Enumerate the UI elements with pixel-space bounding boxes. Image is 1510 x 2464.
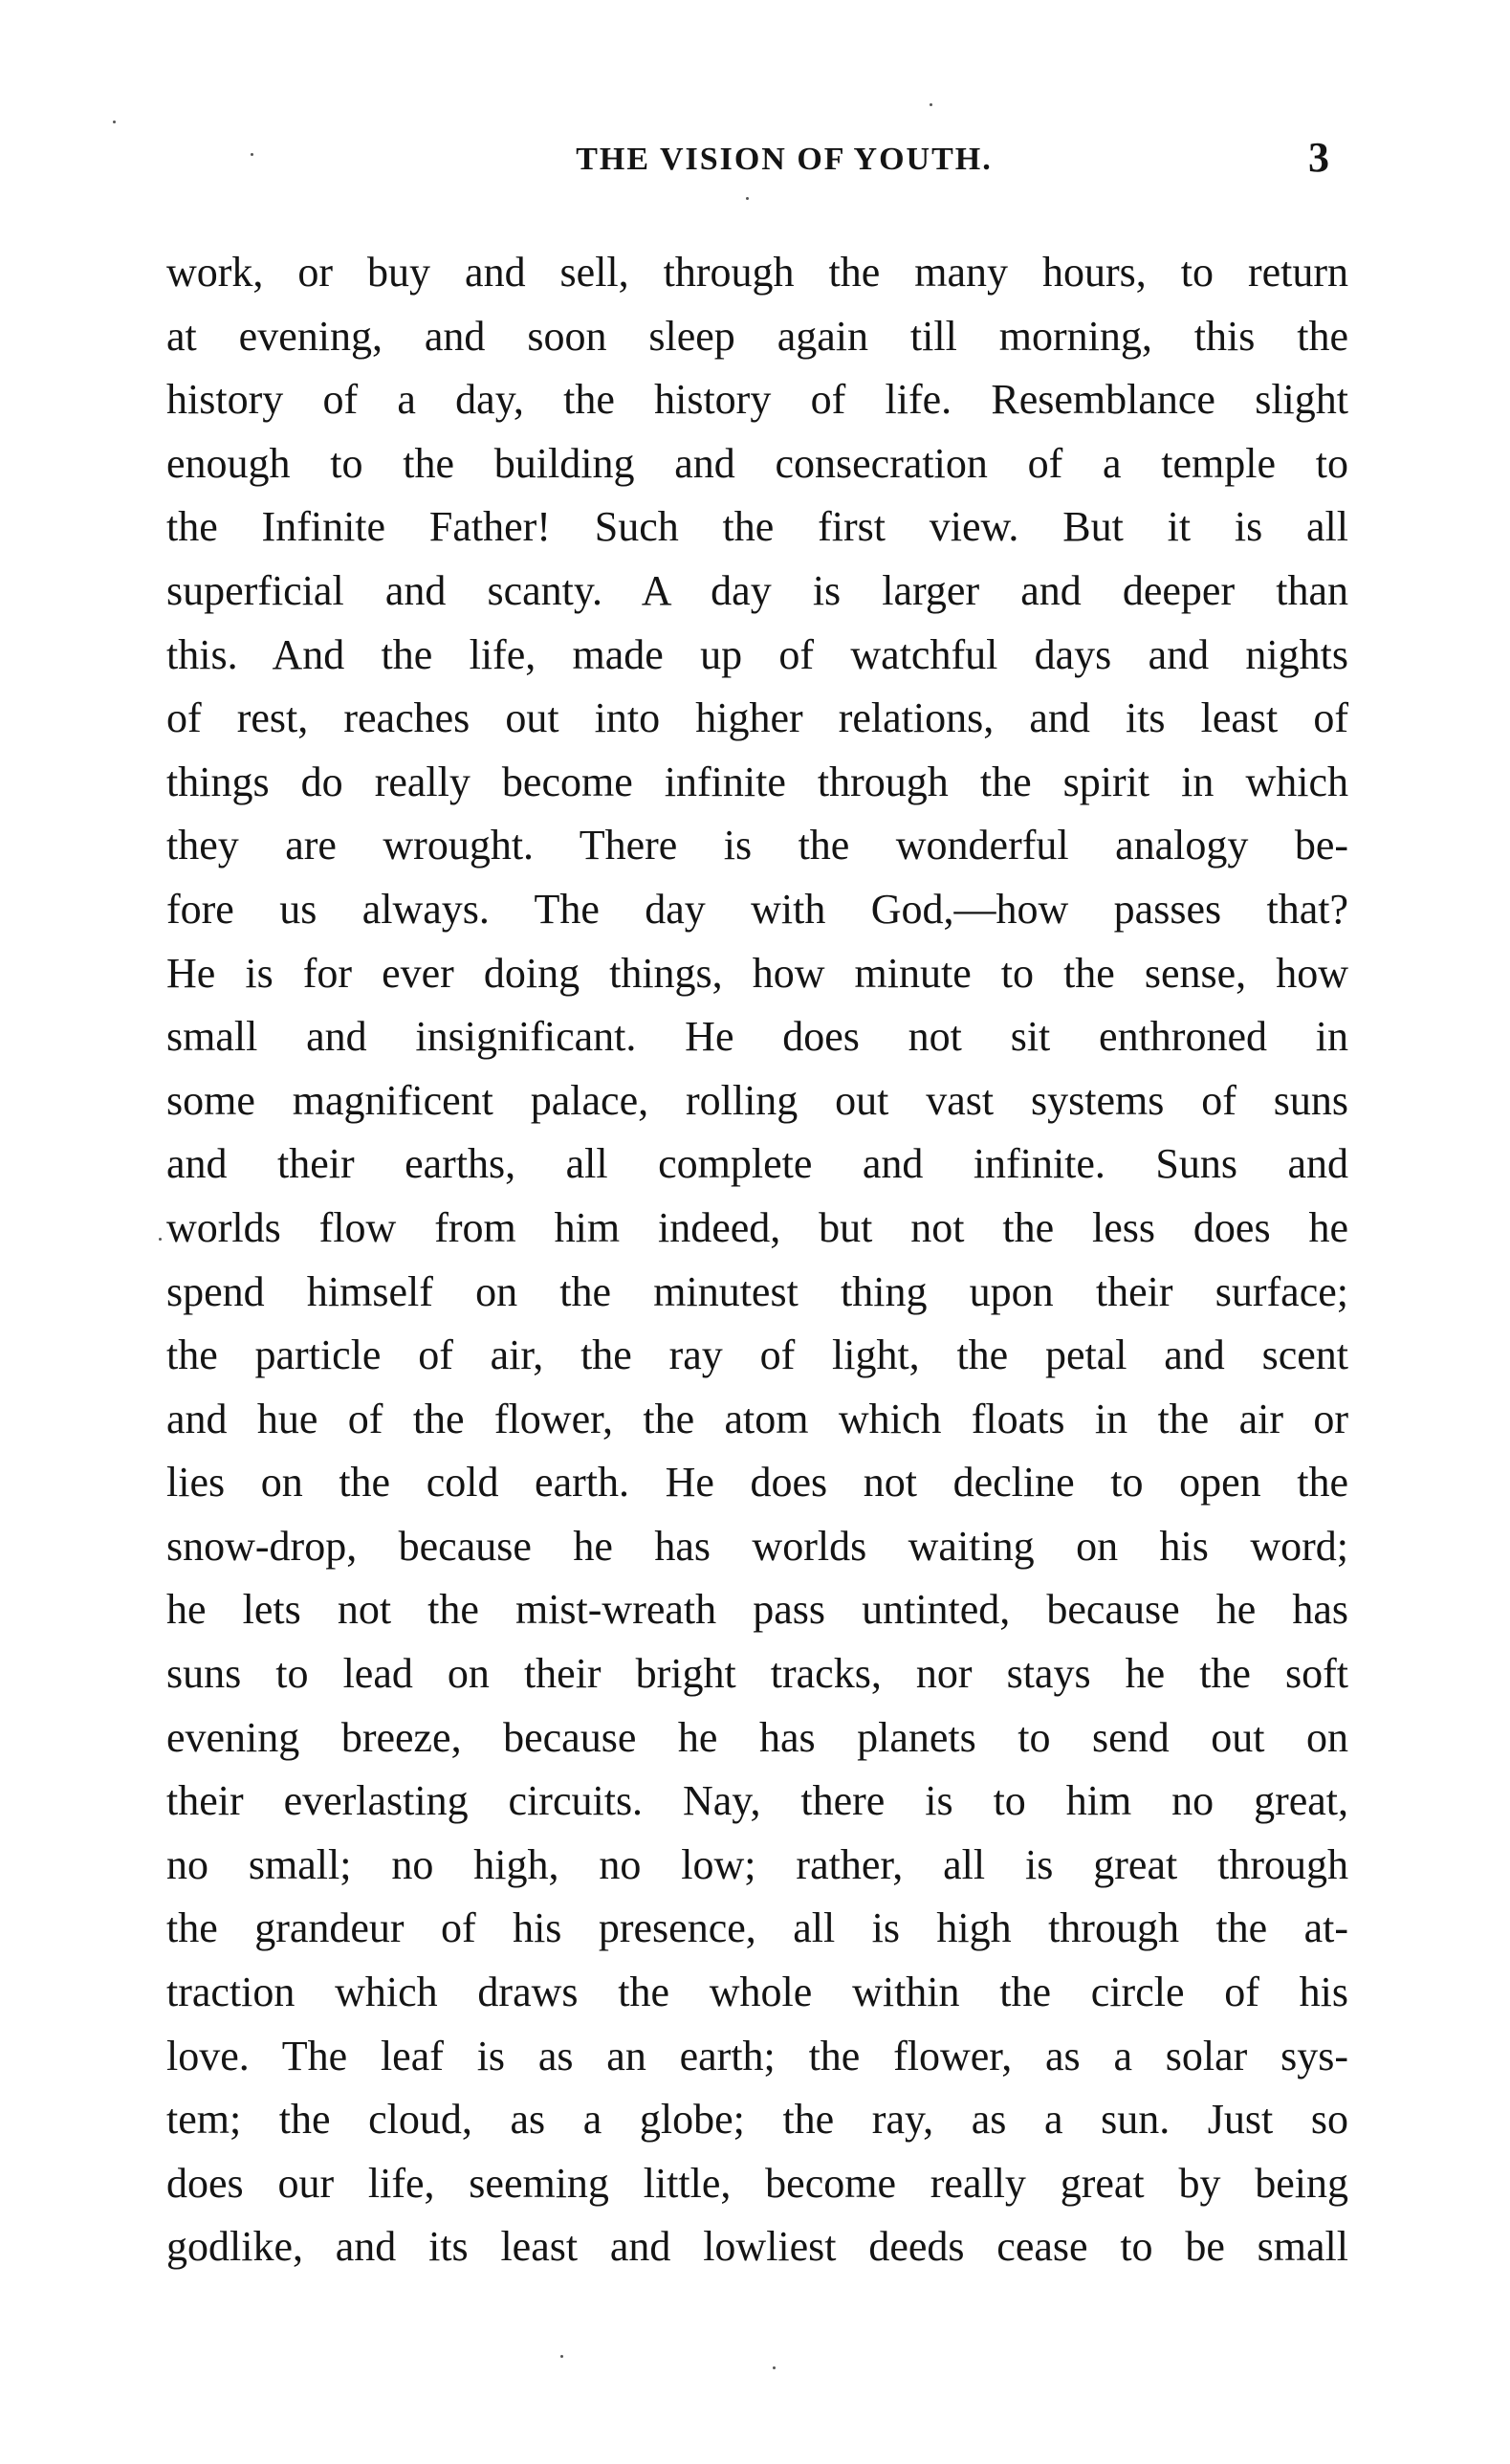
text-line: some magnificent palace, rolling out vast systems of suns xyxy=(166,1076,1348,1124)
running-head: THE VISION OF YOUTH. xyxy=(576,142,993,177)
text-line: things do really become infinite through the spirit in which xyxy=(166,758,1348,805)
scan-speck xyxy=(113,121,116,123)
text-line: superficial and scanty. A day is larger and deeper than xyxy=(166,566,1348,614)
text-line: tem; the cloud, as a globe; the ray, as a sun. Just so xyxy=(166,2096,1348,2144)
text-line: worlds flow from him indeed, but not the less does he xyxy=(166,1203,1348,1251)
text-line: fore us always. The day with God,—how passes that? xyxy=(166,885,1348,933)
text-line: their everlasting circuits. Nay, there is to him no great, xyxy=(166,1777,1348,1825)
scan-speck xyxy=(746,197,749,200)
text-line: this. And the life, made up of watchful days and nights xyxy=(166,630,1348,678)
text-line: small and insignificant. He does not sit enthroned in xyxy=(166,1013,1348,1061)
scan-speck xyxy=(930,103,932,106)
text-line: traction which draws the whole within the circle of his xyxy=(166,1969,1348,2016)
text-line: enough to the building and consecration of a temple to xyxy=(166,439,1348,487)
text-line: and their earths, all complete and infinite. Suns and xyxy=(166,1140,1348,1188)
text-line: the particle of air, the ray of light, the petal and scent xyxy=(166,1331,1348,1379)
text-line: evening breeze, because he has planets to send out on xyxy=(166,1713,1348,1761)
text-line: snow-drop, because he has worlds waiting on his word; xyxy=(166,1522,1348,1570)
text-line: the Infinite Father! Such the first view. But it is all xyxy=(166,503,1348,551)
text-line: the grandeur of his presence, all is high through the at- xyxy=(166,1904,1348,1952)
text-line: He is for ever doing things, how minute to the sense, how xyxy=(166,949,1348,997)
text-line: lies on the cold earth. He does not decline to open the xyxy=(166,1459,1348,1507)
text-line: he lets not the mist-wreath pass untinted, because he has xyxy=(166,1586,1348,1634)
scan-speck xyxy=(159,1238,162,1241)
text-line: suns to lead on their bright tracks, nor stays he the soft xyxy=(166,1650,1348,1698)
text-line: of rest, reaches out into higher relations, and its least of xyxy=(166,694,1348,742)
text-line: at evening, and soon sleep again till morning, this the xyxy=(166,312,1348,360)
text-line: work, or buy and sell, through the many hours, to return xyxy=(166,249,1348,296)
text-line: and hue of the flower, the atom which floats in the air or xyxy=(166,1395,1348,1442)
text-line: does our life, seeming little, become really great by being xyxy=(166,2159,1348,2207)
text-line: they are wrought. There is the wonderful analogy be- xyxy=(166,822,1348,869)
text-line: history of a day, the history of life. Resemblance slight xyxy=(166,376,1348,424)
text-line: no small; no high, no low; rather, all is great through xyxy=(166,1840,1348,1888)
text-line: love. The leaf is as an earth; the flower, as a solar sys- xyxy=(166,2032,1348,2079)
page-number: 3 xyxy=(1308,134,1329,181)
text-line: godlike, and its least and lowliest deeds cease to be small xyxy=(166,2223,1348,2271)
scan-speck xyxy=(773,2366,776,2369)
scan-speck xyxy=(560,2355,563,2358)
body-text xyxy=(166,241,1348,2279)
scan-speck xyxy=(251,153,253,156)
text-line: spend himself on the minutest thing upon their surface; xyxy=(166,1267,1348,1315)
